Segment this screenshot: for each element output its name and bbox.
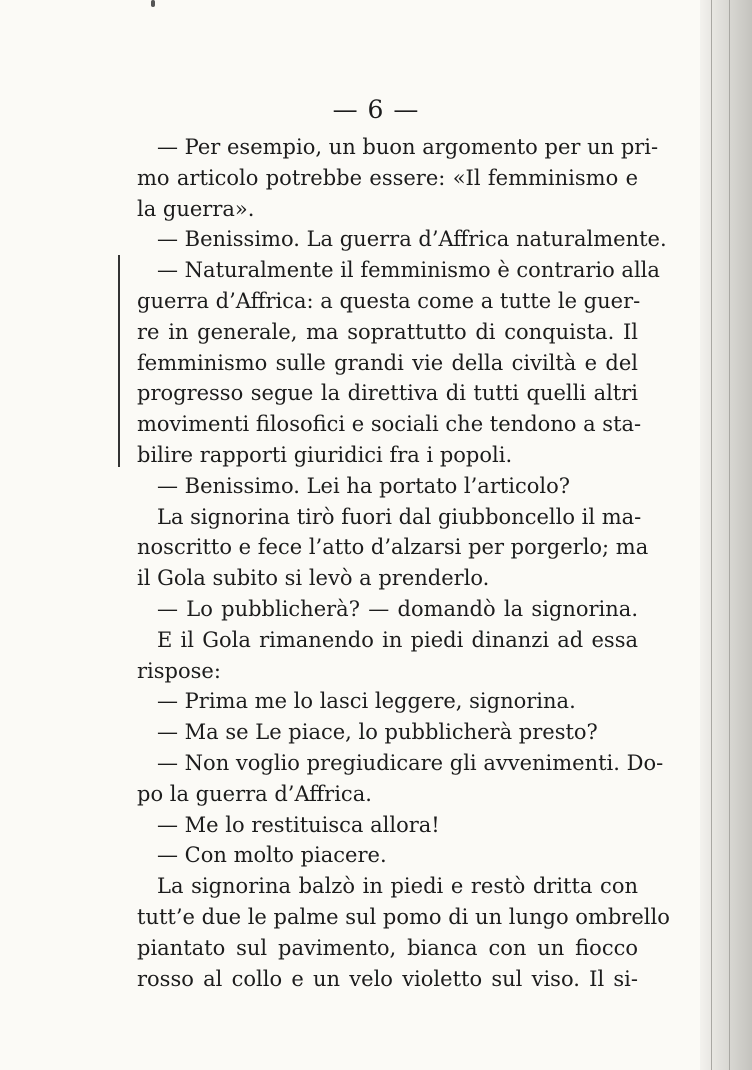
text-line: — Con molto piacere.: [157, 843, 387, 868]
text-line: re in generale, ma soprattutto di conquista. Il: [137, 319, 638, 344]
page-number: — 6 —: [332, 95, 420, 124]
text-line: bilire rapporti giuridici fra i popoli.: [137, 443, 513, 467]
text-line: — Prima me lo lasci leggere, signorina.: [157, 689, 576, 714]
text-line: femminismo sulle grandi vie della civiltà e del: [137, 350, 638, 375]
text-line: progresso segue la direttiva di tutti quelli altri: [137, 381, 638, 406]
text-line: la guerra».: [137, 196, 255, 221]
text-line: La signorina tirò fuori dal giubboncello il ma-: [157, 504, 642, 529]
text-line: — Benissimo. Lei ha portato l’articolo?: [157, 473, 571, 498]
text-line: rosso al collo e un velo violetto sul viso. Il si-: [137, 966, 638, 991]
text-line: — Me lo restituisca allora!: [157, 812, 440, 837]
text-line: La signorina balzò in piedi e restò dritta con: [157, 874, 638, 899]
text-line: po la guerra d’Affrica.: [137, 781, 372, 806]
text-line: — Ma se Le piace, lo pubblicherà presto?: [157, 720, 598, 745]
page-edge-shadow: [700, 0, 752, 1070]
page-edge-line: [711, 0, 712, 1070]
margin-mark: [118, 255, 120, 467]
ink-speck: [151, 0, 155, 7]
text-line: — Naturalmente il femminismo è contrario alla: [157, 258, 660, 283]
text-line: — Per esempio, un buon argomento per un pri-: [157, 135, 659, 159]
text-line: — Benissimo. La guerra d’Affrica naturalmente.: [157, 227, 667, 252]
text-line: noscritto e fece l’atto d’alzarsi per porgerlo; ma: [137, 535, 649, 560]
page-edge-line: [729, 0, 730, 1070]
text-line: piantato sul pavimento, bianca con un fiocco: [137, 935, 638, 960]
text-line: — Non voglio pregiudicare gli avvenimenti. Do-: [157, 751, 664, 775]
text-line: rispose:: [137, 658, 221, 683]
text-line: — Lo pubblicherà? — domandò la signorina.: [157, 597, 638, 621]
text-line: mo articolo potrebbe essere: «Il femminismo e: [137, 165, 638, 190]
text-line: il Gola subito si levò a prenderlo.: [137, 566, 490, 591]
text-line: tutt’e due le palme sul pomo di un lungo ombrello: [137, 905, 670, 929]
text-line: guerra d’Affrica: a questa come a tutte le guer-: [137, 289, 641, 313]
text-line: E il Gola rimanendo in piedi dinanzi ad essa: [157, 627, 638, 652]
text-line: movimenti filosofici e sociali che tendono a sta-: [137, 412, 642, 437]
